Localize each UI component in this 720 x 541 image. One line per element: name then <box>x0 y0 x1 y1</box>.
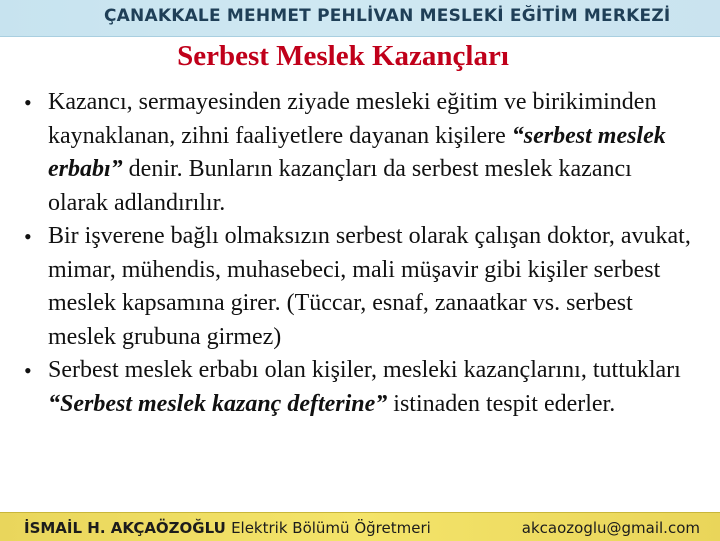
footer-email: akcaozoglu@gmail.com <box>521 519 700 537</box>
bullet-3-emphasis: “Serbest meslek kazanç defterine” <box>48 390 388 417</box>
bullet-icon: • <box>24 90 32 115</box>
header-banner-text: ÇANAKKALE MEHMET PEHLİVAN MESLEKİ EĞİTİM MERKEZİ <box>104 6 671 26</box>
bullet-item-1 <box>24 86 696 220</box>
bullet-1-emphasis: “serbest meslek erbabı” <box>48 122 666 182</box>
footer-banner <box>0 512 720 541</box>
footer-author-name: İSMAİL H. AKÇAÖZOĞLU <box>24 519 226 537</box>
bullet-list <box>24 86 696 421</box>
bullet-item-2 <box>24 220 696 354</box>
bullet-icon: • <box>24 358 32 383</box>
header-banner <box>0 0 720 37</box>
footer-author <box>24 519 431 537</box>
bullet-3-text-a: Serbest meslek erbabı olan kişiler, mesleki kazançlarını, tuttukları <box>48 357 681 383</box>
bullet-3-text-b: istinaden tespit ederler. <box>387 390 616 417</box>
bullet-2-text: Bir işverene bağlı olmaksızın serbest olarak çalışan doktor, avukat, mimar, mühendis, muhasebeci, mali müşavir gibi kişiler serbest meslek kapsamına girer. (Tüccar, esnaf, zanaatkar vs. serbest meslek grubuna girmez) <box>48 223 691 350</box>
bullet-1-text-b: denir. Bunların kazançları da serbest meslek kazancı olarak adlandırılır. <box>48 156 632 216</box>
bullet-item-3 <box>24 354 696 421</box>
footer-author-role: Elektrik Bölümü Öğretmeri <box>231 519 431 537</box>
bullet-1-text-a: Kazancı, sermayesinden ziyade mesleki eğitim ve birikiminden kaynaklanan, zihni faaliyetlere dayanan kişilere <box>48 89 657 149</box>
slide-title: Serbest Meslek Kazançları <box>177 40 509 72</box>
bullet-icon: • <box>24 224 32 249</box>
